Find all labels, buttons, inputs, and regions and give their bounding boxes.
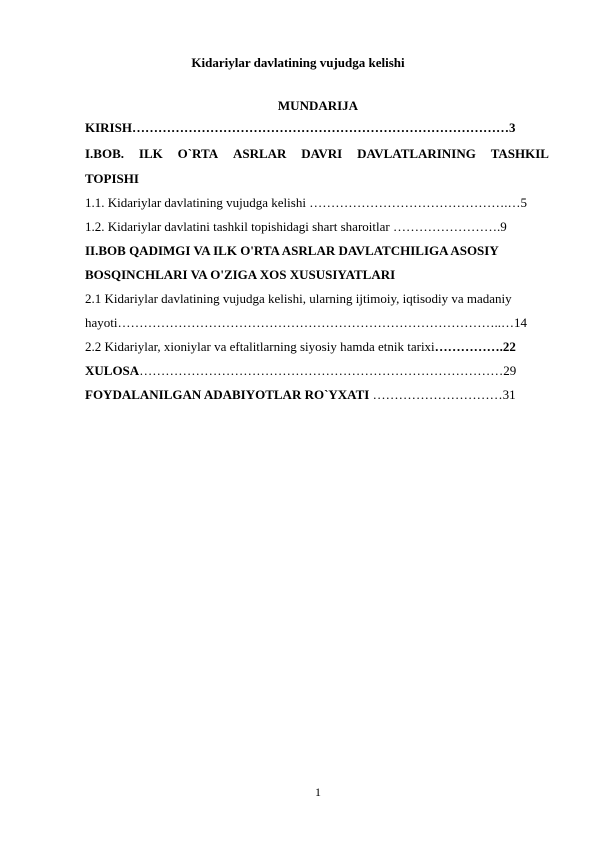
toc-entry-bob1-line2: TOPISHI bbox=[85, 171, 139, 186]
toc-word: I.BOB. bbox=[85, 146, 125, 161]
toc-entry-dots: …………………………31 bbox=[369, 387, 516, 402]
toc-entry-dots: …………………………………………………………………………29 bbox=[139, 363, 517, 378]
toc-entry-kirish: KIRISH……………………………………………………………………………3 bbox=[85, 120, 516, 135]
toc-entry-1-2: 1.2. Kidariylar davlatini tashkil topishidagi shart sharoitlar …………………….9 bbox=[85, 219, 507, 234]
toc-heading: MUNDARIJA bbox=[277, 98, 359, 113]
toc-entry-bob2-line1: II.BOB QADIMGI VA ILK O'RTA ASRLAR DAVLATCHILIGA ASOSIY bbox=[85, 243, 499, 258]
toc-entry-adabiyot bbox=[85, 387, 549, 403]
document-title: Kidariylar davlatining vujudga kelishi bbox=[191, 55, 405, 70]
toc-entry-bob1-line1 bbox=[85, 146, 549, 162]
toc-entry-2-2 bbox=[85, 339, 549, 355]
toc-word: DAVRI bbox=[301, 146, 343, 161]
toc-entry-xulosa bbox=[85, 363, 549, 379]
toc-entry-2-1-line2: hayoti……………………………………………………………………………..…14 bbox=[85, 315, 527, 330]
toc-word: ASRLAR bbox=[232, 146, 287, 161]
toc-entry-2-1-line1: 2.1 Kidariylar davlatining vujudga kelishi, ularning ijtimoiy, iqtisodiy va madaniy bbox=[85, 291, 512, 306]
toc-word: O`RTA bbox=[177, 146, 219, 161]
toc-entry-label: FOYDALANILGAN ADABIYOTLAR RO`YXATI bbox=[85, 387, 370, 402]
toc-entry-bob2-line2: BOSQINCHLARI VA O'ZIGA XOS XUSUSIYATLARI bbox=[85, 267, 396, 282]
toc-word: ILK bbox=[138, 146, 163, 161]
toc-word: TASHKIL bbox=[490, 146, 549, 161]
toc-word: DAVLATLARINING bbox=[357, 146, 476, 161]
toc-entry-1-1: 1.1. Kidariylar davlatining vujudga kelishi ……………………………………….…5 bbox=[85, 195, 527, 210]
page-number: 1 bbox=[315, 785, 321, 799]
toc-entry-label: 2.2 Kidariylar, xioniylar va eftalitlarning siyosiy hamda etnik tarixi bbox=[85, 339, 435, 354]
toc-entry-label: XULOSA bbox=[85, 363, 140, 378]
toc-entry-dots: …………….22 bbox=[434, 339, 516, 354]
